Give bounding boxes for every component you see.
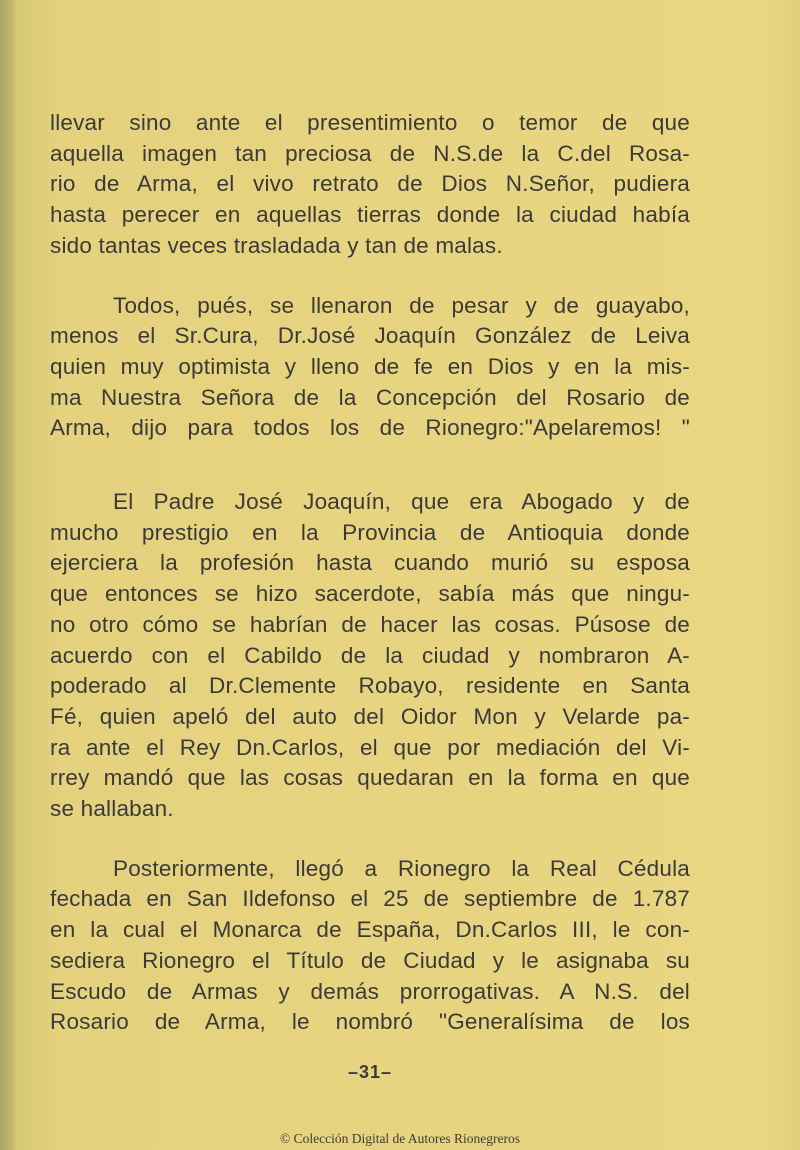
paragraph-4 xyxy=(50,854,690,1038)
text-line: aquella imagen tan preciosa de N.S.de la C.del Rosa- xyxy=(50,140,690,166)
text-line: rrey mandó que las cosas quedaran en la forma en que xyxy=(50,765,690,791)
text-line: rio de Arma, el vivo retrato de Dios N.Señor, pudiera xyxy=(50,171,690,197)
text-line: Rosario de Arma, le nombró "Generalísima de los xyxy=(50,1009,690,1035)
paragraph-1 xyxy=(50,108,690,262)
text-line: Todos, pués, se llenaron de pesar y de guayabo, xyxy=(113,292,690,318)
text-line: que entonces se hizo sacerdote, sabía más que ningu- xyxy=(50,581,690,607)
text-line: sediera Rionegro el Título de Ciudad y le asignaba su xyxy=(50,947,690,973)
page-edge-shadow xyxy=(0,0,14,1150)
text-line: poderado al Dr.Clemente Robayo, residente en Santa xyxy=(50,673,690,699)
text-line: ma Nuestra Señora de la Concepción del Rosario de xyxy=(50,384,690,410)
paragraph-spacer xyxy=(50,262,690,291)
paragraph-spacer xyxy=(50,825,690,854)
text-line: menos el Sr.Cura, Dr.José Joaquín González de Leiva xyxy=(50,323,690,349)
text-line: Arma, dijo para todos los de Rionegro:"Apelaremos! " xyxy=(50,415,690,441)
text-line: sido tantas veces trasladada y tan de malas. xyxy=(50,232,503,258)
text-line: llevar sino ante el presentimiento o temor de que xyxy=(50,110,690,135)
text-line: hasta perecer en aquellas tierras donde la ciudad había xyxy=(50,202,690,228)
text-line: no otro cómo se habrían de hacer las cosas. Púsose de xyxy=(50,611,690,637)
paragraph-3 xyxy=(50,487,690,825)
text-line: en la cual el Monarca de España, Dn.Carlos III, le con- xyxy=(50,917,690,943)
page-number: –31– xyxy=(347,1062,393,1082)
document-body xyxy=(50,108,690,1038)
text-line: acuerdo con el Cabildo de la ciudad y nombraron A- xyxy=(50,642,690,668)
text-line: El Padre José Joaquín, que era Abogado y de xyxy=(113,489,690,515)
text-line: se hallaban. xyxy=(50,796,174,822)
text-line: quien muy optimista y lleno de fe en Dios y en la mis- xyxy=(50,353,690,379)
text-line: ra ante el Rey Dn.Carlos, el que por mediación del Vi- xyxy=(50,734,690,760)
copyright-footer: © Colección Digital de Autores Rionegreros xyxy=(279,1131,521,1146)
text-line: Fé, quien apeló del auto del Oidor Mon y Velarde pa- xyxy=(50,703,690,729)
text-line: mucho prestigio en la Provincia de Antioquia donde xyxy=(50,519,690,545)
text-line: Escudo de Armas y demás prorrogativas. A N.S. del xyxy=(50,978,690,1004)
text-line: Posteriormente, llegó a Rionegro la Real Cédula xyxy=(113,855,690,881)
text-line: ejerciera la profesión hasta cuando murió su esposa xyxy=(50,550,690,576)
text-line: fechada en San Ildefonso el 25 de septiembre de 1.787 xyxy=(50,886,690,912)
paragraph-spacer xyxy=(50,444,690,487)
paragraph-2 xyxy=(50,291,690,445)
